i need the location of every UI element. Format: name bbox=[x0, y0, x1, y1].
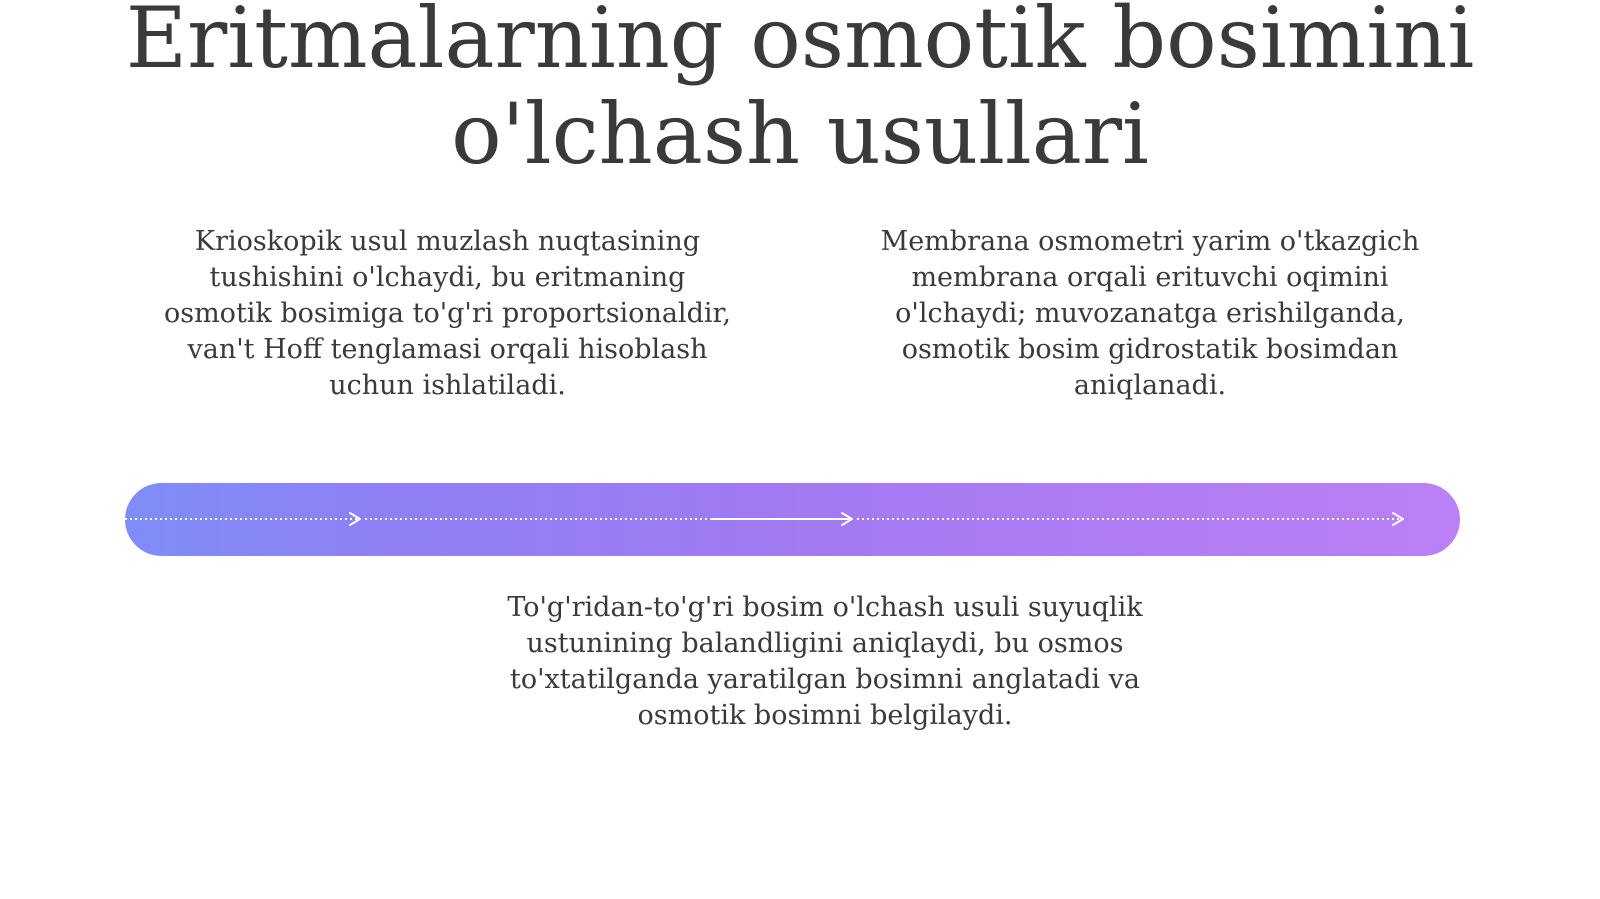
timeline-arrows bbox=[125, 483, 1460, 556]
method-text-direct-pressure: To'g'ridan-to'g'ri bosim o'lchash usuli suyuqlik ustunining balandligini aniqlaydi, bu osmos to'xtatilganda yaratilgan bosimni anglatadi va osmotik bosimni belgilaydi. bbox=[507, 592, 1143, 731]
method-text-cryoscopic: Krioskopik usul muzlash nuqtasining tushishini o'lchaydi, bu eritmaning osmotik bosimiga to'g'ri proportsionaldir, van't Hoff tenglamasi orqali hisoblash uchun ishlatiladi. bbox=[163, 226, 732, 401]
slide-title: Eritmalarning osmotik bosimini o'lchash usullari bbox=[125, 0, 1475, 183]
method-text-membrane-osmometer: Membrana osmometri yarim o'tkazgich membrana orqali erituvchi oqimini o'lchaydi; muvozanatga erishilganda, osmotik bosim gidrostatik bosimdan aniqlanadi. bbox=[880, 226, 1420, 401]
timeline-bar bbox=[125, 483, 1460, 556]
